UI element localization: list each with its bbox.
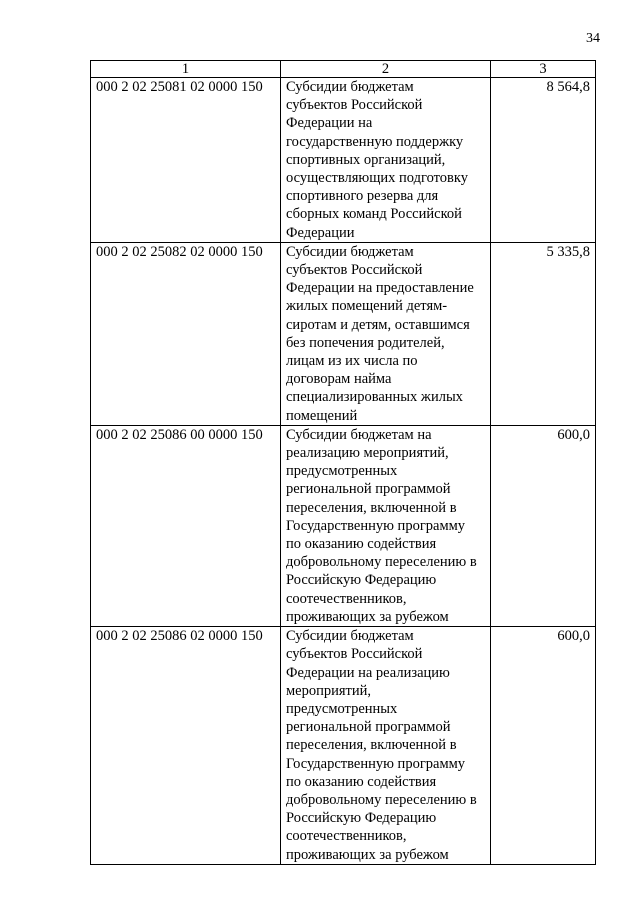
table-row <box>91 425 596 626</box>
table-row <box>91 627 596 865</box>
table-row <box>91 242 596 425</box>
amount-cell: 600,0 <box>491 627 596 865</box>
budget-code-cell: 000 2 02 25086 00 0000 150 <box>91 425 281 626</box>
description-cell: Субсидии бюджетам субъектов Российской Федерации на государственную поддержку спортивных организаций, осуществляющих подготовку спортивного резерва для сборных команд Российской Федерации <box>281 78 491 243</box>
description-cell: Субсидии бюджетам субъектов Российской Федерации на реализацию мероприятий, предусмотренных региональной программой переселения, включенной в Государственную программу по оказанию содействия добровольному переселению в Российскую Федерацию соотечественников, проживающих за рубежом <box>281 627 491 865</box>
amount-cell: 5 335,8 <box>491 242 596 425</box>
table-header-row <box>91 61 596 78</box>
column-header-code: 1 <box>91 61 281 78</box>
amount-cell: 600,0 <box>491 425 596 626</box>
description-cell: Субсидии бюджетам субъектов Российской Федерации на предоставление жилых помещений детям- сиротам и детям, оставшимся без попечения родителей, лицам из их числа по договорам найма специализированных жилых помещений <box>281 242 491 425</box>
budget-code-cell: 000 2 02 25086 02 0000 150 <box>91 627 281 865</box>
page-number: 34 <box>586 31 600 46</box>
column-header-amount: 3 <box>491 61 596 78</box>
column-header-description: 2 <box>281 61 491 78</box>
budget-code-cell: 000 2 02 25082 02 0000 150 <box>91 242 281 425</box>
amount-cell: 8 564,8 <box>491 78 596 243</box>
budget-code-cell: 000 2 02 25081 02 0000 150 <box>91 78 281 243</box>
table-row <box>91 78 596 243</box>
description-cell: Субсидии бюджетам на реализацию мероприятий, предусмотренных региональной программой переселения, включенной в Государственную программу по оказанию содействия добровольному переселению в Российскую Федерацию соотечественников, проживающих за рубежом <box>281 425 491 626</box>
budget-table <box>90 60 596 865</box>
